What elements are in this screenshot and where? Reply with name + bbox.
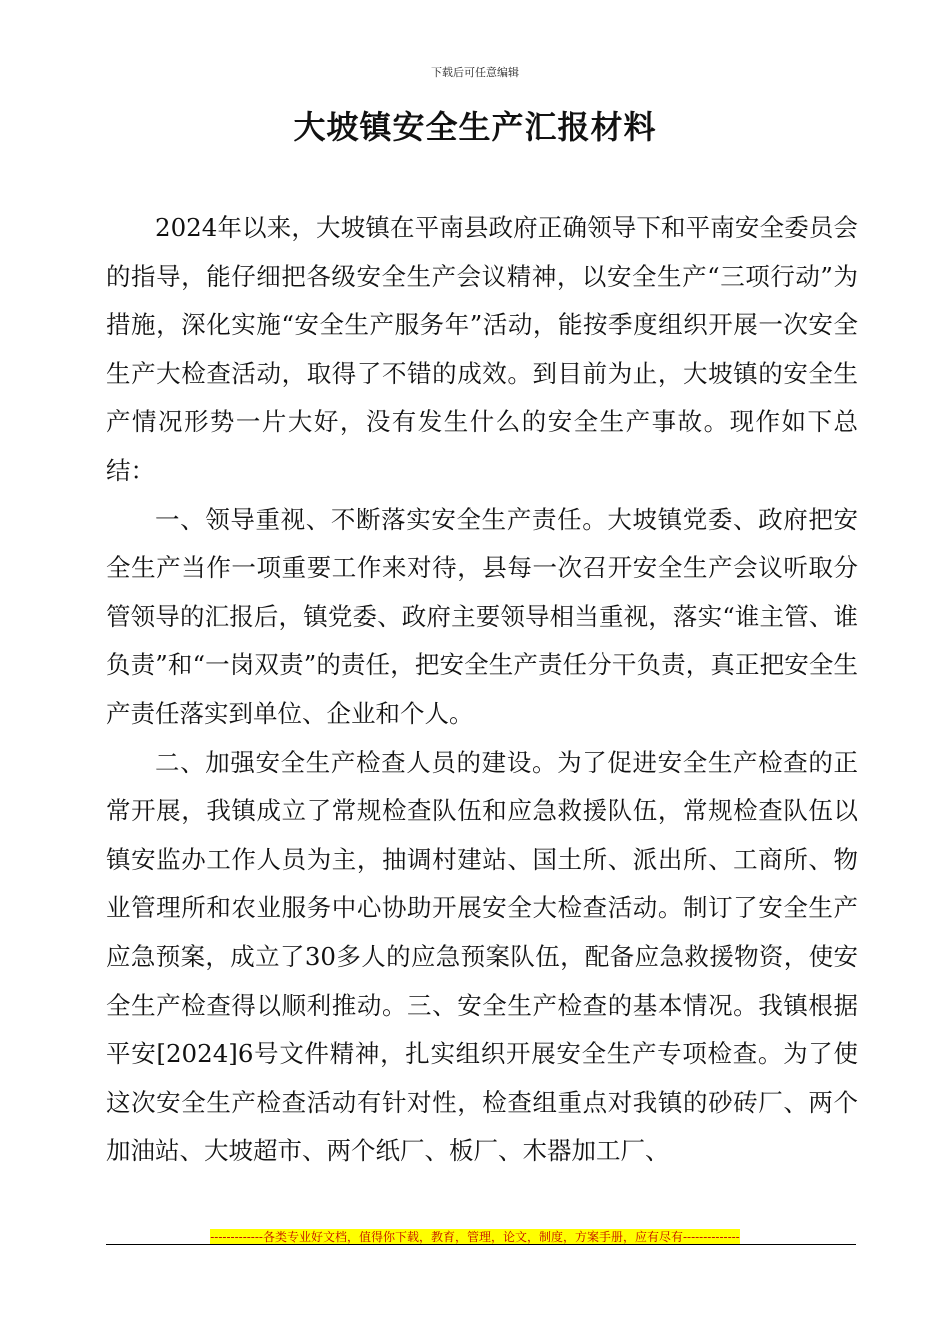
footer-banner-text: -------------各类专业好文档，值得你下载，教育，管理，论文，制度，方案手册，应有尽有-------------- — [210, 1230, 740, 1244]
document-body — [106, 204, 858, 1176]
footer-divider — [106, 1244, 856, 1245]
paragraph-section-2: 二、加强安全生产检查人员的建设。为了促进安全生产检查的正常开展，我镇成立了常规检查队伍和应急救援队伍，常规检查队伍以镇安监办工作人员为主，抽调村建站、国土所、派出所、工商所、物业管理所和农业服务中心协助开展安全大检查活动。制订了安全生产应急预案，成立了30多人的应急预案队伍，配备应急救援物资，使安全生产检查得以顺利推动。三、安全生产检查的基本情况。我镇根据平安[2024]6号文件精神，扎实组织开展安全生产专项检查。为了使这次安全生产检查活动有针对性，检查组重点对我镇的砂砖厂、两个加油站、大坡超市、两个纸厂、板厂、木器加工厂、 — [106, 747, 858, 1166]
paragraph-intro: 2024年以来，大坡镇在平南县政府正确领导下和平南安全委员会的指导，能仔细把各级安全生产会议精神，以安全生产“三项行动”为措施，深化实施“安全生产服务年”活动，能按季度组织开展一次安全生产大检查活动，取得了不错的成效。到目前为止，大坡镇的安全生产情况形势一片大好，没有发生什么的安全生产事故。现作如下总结： — [106, 213, 858, 485]
footer-banner — [0, 1226, 950, 1245]
paragraph-section-1: 一、领导重视、不断落实安全生产责任。大坡镇党委、政府把安全生产当作一项重要工作来对待，县每一次召开安全生产会议听取分管领导的汇报后，镇党委、政府主要领导相当重视，落实“谁主管、谁负责”和“一岗双责”的责任，把安全生产责任分干负责，真正把安全生产责任落实到单位、企业和个人。 — [106, 504, 858, 728]
document-title: 大坡镇安全生产汇报材料 — [293, 108, 657, 146]
header-note: 下载后可任意编辑 — [431, 66, 519, 79]
